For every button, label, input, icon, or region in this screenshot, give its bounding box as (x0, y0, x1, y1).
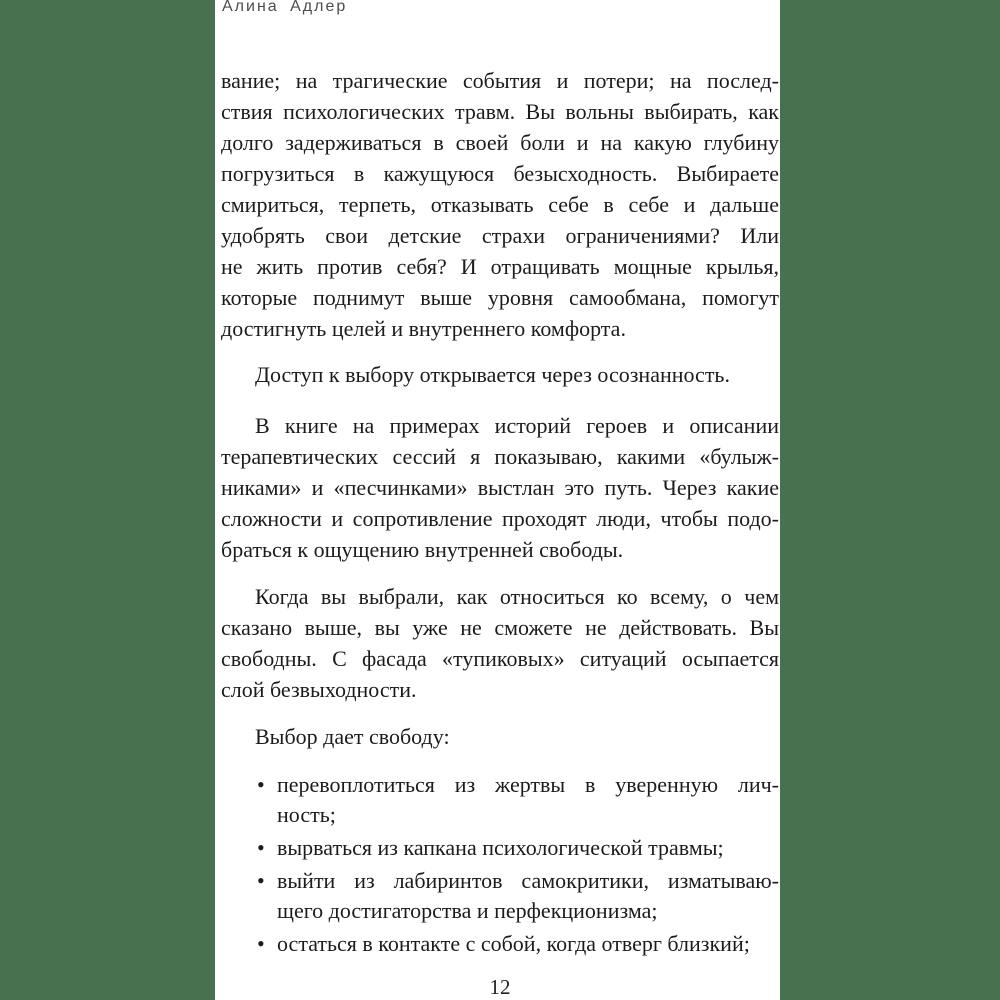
bullet-text (277, 929, 779, 959)
text-line: ствия психологических травм. Вы вольны выбирать, как (221, 99, 779, 124)
text-line: достигнуть целей и внутреннего комфорта. (221, 316, 626, 341)
page-number: 12 (489, 975, 511, 999)
text-line: никами» и «песчинками» выстлан это путь. Через какие (221, 475, 779, 500)
paragraph (221, 65, 779, 344)
text-line: не жить против себя? И отращивать мощные крылья, (221, 254, 779, 279)
text-line: В книге на примерах историй героев и описании (255, 413, 779, 438)
book-page (215, 0, 780, 1000)
text-line: вание; на трагические события и потери; на послед- (221, 68, 779, 93)
text-line: слой безвыходности. (221, 677, 417, 702)
text-line: перевоплотиться из жертвы в уверенную лич- (277, 772, 779, 797)
text-line: выйти из лабиринтов самокритики, изматываю- (277, 868, 779, 893)
bullet-list (221, 770, 779, 962)
text-line: щего достигаторства и перфекционизма; (277, 898, 658, 923)
text-line: сказано выше, вы уже не сможете не действовать. Вы (221, 615, 779, 640)
text-line: сложности и сопротивление проходят люди, чтобы подо- (221, 506, 779, 531)
text-line: долго задерживаться в своей боли и на какую глубину (221, 130, 779, 155)
paragraph (221, 410, 779, 565)
bullet-text (277, 866, 779, 926)
bullet-item (221, 929, 779, 959)
text-line: остаться в контакте с собой, когда отверг близкий; (277, 931, 750, 956)
running-header-author: Алина Адлер (222, 0, 348, 15)
bullet-text (277, 770, 779, 830)
paragraph (221, 581, 779, 705)
text-line: браться к ощущению внутренней свободы. (221, 537, 624, 562)
bullet-marker-icon: • (257, 835, 265, 860)
text-line: ность; (277, 802, 336, 827)
text-line: удобрять свои детские страхи ограничениями? Или (221, 223, 779, 248)
bullet-marker-icon: • (257, 931, 265, 956)
paragraph (221, 359, 779, 390)
text-line: Выбор дает свободу: (255, 724, 450, 749)
text-line: Когда вы выбрали, как относиться ко всему, о чем (255, 584, 779, 609)
text-line: свободны. С фасада «тупиковых» ситуаций осыпается (221, 646, 779, 671)
list-intro-paragraph (221, 721, 779, 752)
bullet-item (221, 866, 779, 926)
text-line: терапевтических сессий я показываю, какими «булыж- (221, 444, 779, 469)
text-line: смириться, терпеть, отказывать себе в себе и дальше (221, 192, 779, 217)
bullet-text (277, 833, 779, 863)
bullet-item (221, 770, 779, 830)
bullet-marker-icon: • (257, 772, 265, 797)
bullet-marker-icon: • (257, 868, 265, 893)
text-line: погрузиться в кажущуюся безысходность. Выбираете (221, 161, 779, 186)
text-line: Доступ к выбору открывается через осознанность. (255, 362, 730, 387)
bullet-item (221, 833, 779, 863)
text-line: вырваться из капкана психологической травмы; (277, 835, 724, 860)
text-line: которые поднимут выше уровня самообмана, помогут (221, 285, 779, 310)
